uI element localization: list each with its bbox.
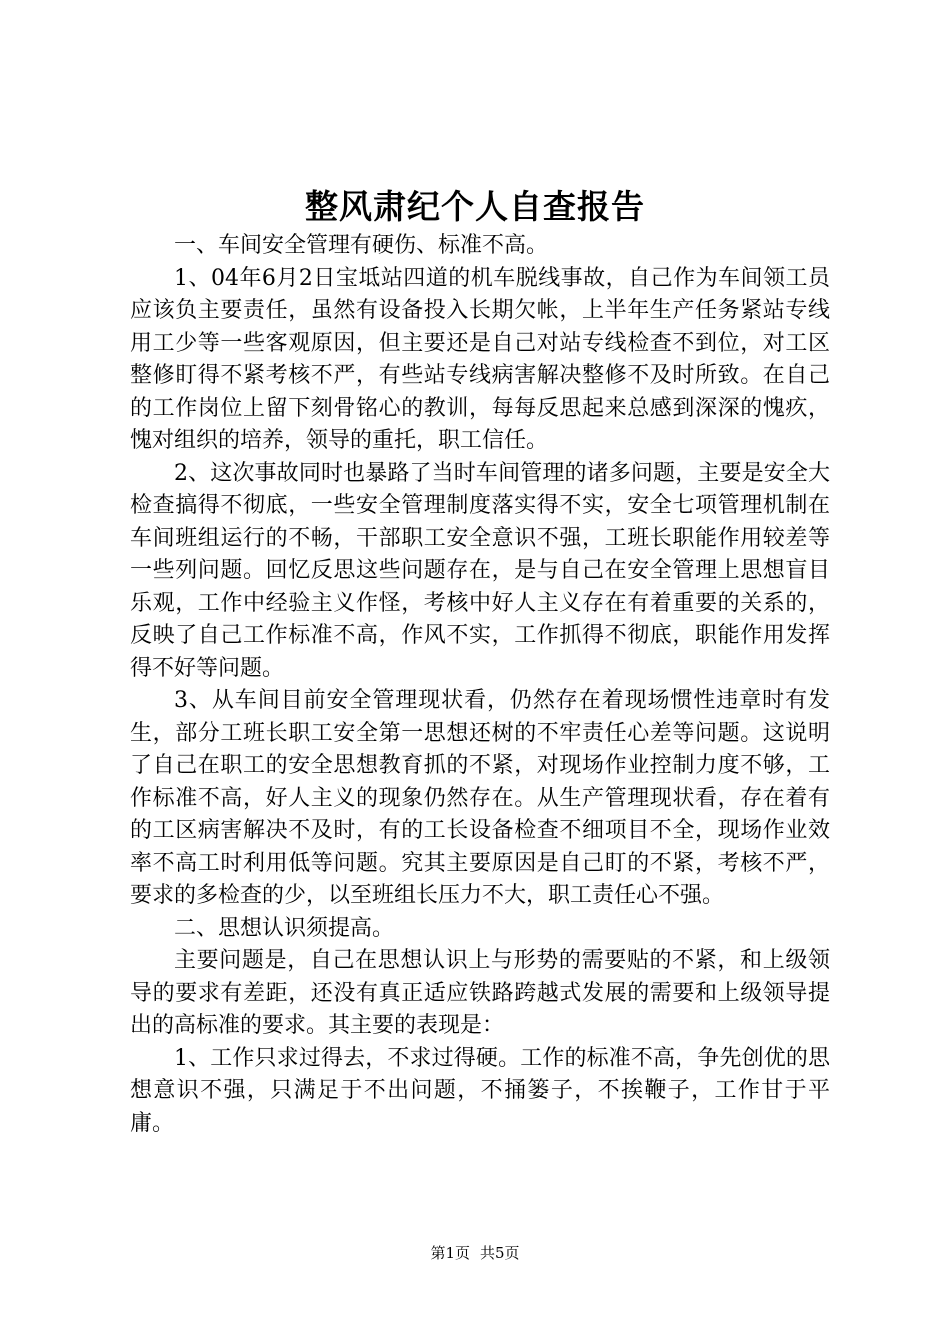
paragraph-item-2: 2、这次事故同时也暴路了当时车间管理的诸多问题，主要是安全大检查搞得不彻底，一些安全管理制度落实得不实，安全七项管理机制在车间班组运行的不畅，干部职工安全意识不强，工班长职能作用较差等一些列问题。回忆反思这些问题存在，是与自己在安全管理上思想盲目乐观，工作中经验主义作怪，考核中好人主义存在有着重要的关系的，反映了自己工作标准不高，作风不实，工作抓得不彻底，职能作用发挥得不好等问题。 <box>130 460 830 681</box>
paragraph-intro: 主要问题是，自己在思想认识上与形势的需要贴的不紧，和上级领导的要求有差距，还没有真正适应铁路跨越式发展的需要和上级领导提出的高标准的要求。其主要的表现是： <box>130 948 830 1038</box>
paragraph-item-4: 1、工作只求过得去，不求过得硬。工作的标准不高，争先创优的思想意识不强，只满足于不出问题，不捅篓子，不挨鞭子，工作甘于平庸。 <box>130 1045 830 1136</box>
paragraph-item-3: 3、从车间目前安全管理现状看，仍然存在着现场惯性违章时有发生，部分工班长职工安全第一思想还树的不牢责任心差等问题。这说明了自己在职工的安全思想教育抓的不紧，对现场作业控制力度不够，工作标准不高，好人主义的现象仍然存在。从生产管理现状看，存在着有的工区病害解决不及时，有的工长设备检查不细项目不全，现场作业效率不高工时利用低等问题。究其主要原因是自己盯的不紧，考核不严，要求的多检查的少，以至班组长压力不大，职工责任心不强。 <box>130 688 830 908</box>
page-number: 第1页 <box>430 1244 470 1262</box>
page-total: 共5页 <box>480 1244 520 1262</box>
document-title: 整风肃纪个人自查报告 <box>305 187 645 226</box>
paragraph-item-1: 1、04年6月2日宝坻站四道的机车脱线事故，自己作为车间领工员应该负主要责任，虽然有设备投入长期欠帐，上半年生产任务紧站专线用工少等一些客观原因，但主要还是自己对站专线检查不到位，对工区整修盯得不紧考核不严，有些站专线病害解决整修不及时所致。在自己的工作岗位上留下刻骨铭心的教训，每每反思起来总感到深深的愧疚，愧对组织的培养，领导的重托，职工信任。 <box>130 265 830 453</box>
page-footer <box>0 1243 950 1263</box>
document-body <box>130 230 830 1140</box>
section-heading-1: 一、车间安全管理有硬伤、标准不高。 <box>174 233 549 258</box>
section-heading-2: 二、思想认识须提高。 <box>174 915 395 941</box>
